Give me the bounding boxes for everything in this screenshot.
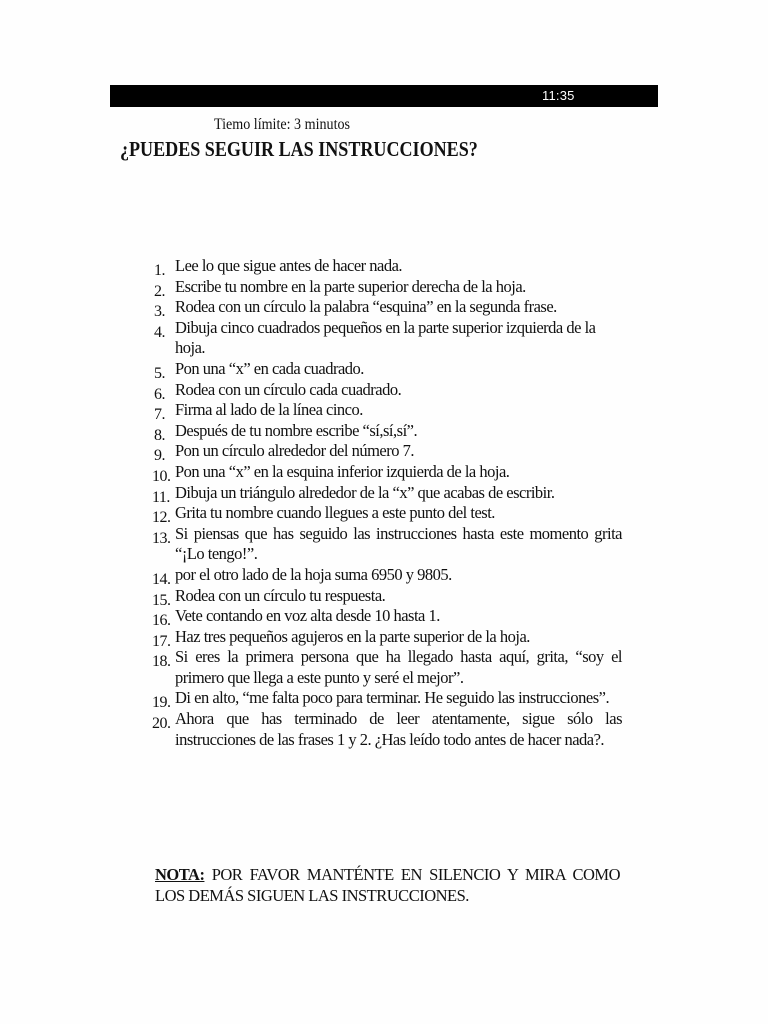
instruction-number: 20.: [152, 715, 171, 733]
status-clock: 11:35: [542, 88, 575, 103]
instruction-text: Dibuja un triángulo alrededor de la “x” que acabas de escribir.: [175, 482, 555, 502]
instruction-text: Rodea con un círculo la palabra “esquina” en la segunda frase.: [175, 297, 557, 317]
instruction-number: 7.: [154, 406, 165, 424]
instruction-item-14: [152, 565, 622, 586]
instruction-text: por el otro lado de la hoja suma 6950 y 9805.: [175, 564, 452, 584]
instruction-number: 11.: [152, 488, 170, 506]
instruction-number: 6.: [154, 385, 165, 403]
instruction-text: Si eres la primera persona que ha llegado hasta aquí, grita, “soy el primero que llega a este punto y seré el mejor”.: [175, 647, 622, 687]
instruction-item-12: [152, 503, 622, 527]
instruction-item-20: [152, 709, 622, 750]
instruction-item-8: [152, 421, 622, 442]
instruction-item-10: [152, 462, 622, 483]
instruction-text: Pon una “x” en la esquina inferior izquierda de la hoja.: [175, 461, 510, 481]
instruction-item-18: [152, 647, 622, 688]
instruction-number: 4.: [154, 323, 165, 341]
instruction-number: 13.: [152, 529, 171, 547]
note-text: POR FAVOR MANTÉNTE EN SILENCIO Y MIRA COMO LOS DEMÁS SIGUEN LAS INSTRUCCIONES.: [155, 865, 620, 905]
page-title: ¿PUEDES SEGUIR LAS INSTRUCCIONES?: [120, 137, 478, 161]
instruction-item-9: [152, 441, 622, 465]
instruction-number: 3.: [154, 303, 165, 321]
instruction-item-17: [152, 627, 622, 648]
instruction-text: Dibuja cinco cuadrados pequeños en la parte superior izquierda de la hoja.: [175, 317, 596, 358]
instruction-item-1: [152, 256, 622, 277]
instruction-text: Si piensas que has seguido las instrucciones hasta este momento grita “¡Lo tengo!”.: [175, 523, 622, 564]
instruction-list: [152, 256, 622, 750]
instruction-number: 14.: [152, 570, 171, 588]
instruction-text: Di en alto, “me falta poco para terminar. He seguido las instrucciones”.: [175, 688, 610, 708]
time-limit-text: Tiemo límite: 3 minutos: [214, 116, 351, 133]
instruction-item-11: [152, 483, 622, 504]
instruction-item-19: [152, 688, 622, 712]
instruction-number: 19.: [152, 694, 171, 712]
instruction-item-2: [152, 277, 622, 298]
instruction-text: Lee lo que sigue antes de hacer nada.: [175, 256, 403, 275]
instruction-text: Rodea con un círculo tu respuesta.: [175, 585, 386, 605]
instruction-number: 8.: [154, 426, 165, 444]
instruction-item-4: [152, 318, 622, 359]
instruction-number: 16.: [152, 612, 171, 630]
instruction-number: 10.: [152, 467, 171, 485]
note-paragraph: [155, 864, 620, 906]
instruction-item-15: [152, 586, 622, 607]
instruction-item-7: [152, 400, 622, 424]
status-bar: [110, 85, 658, 107]
instruction-number: 5.: [154, 364, 165, 382]
instruction-number: 12.: [152, 509, 171, 527]
instruction-text: Vete contando en voz alta desde 10 hasta 1.: [175, 606, 440, 626]
instruction-text: Grita tu nombre cuando llegues a este punto del test.: [175, 503, 495, 523]
instruction-text: Escribe tu nombre en la parte superior derecha de la hoja.: [175, 276, 526, 296]
instruction-number: 1.: [154, 262, 165, 279]
instruction-number: 9.: [154, 447, 165, 465]
instruction-text: Pon una “x” en cada cuadrado.: [175, 358, 364, 378]
instruction-text: Firma al lado de la línea cinco.: [175, 400, 363, 420]
instruction-number: 2.: [154, 282, 165, 300]
instruction-item-13: [152, 524, 622, 565]
instruction-number: 17.: [152, 632, 171, 650]
note-label: NOTA:: [155, 865, 205, 884]
instruction-text: Rodea con un círculo cada cuadrado.: [175, 379, 402, 399]
instruction-number: 15.: [152, 591, 171, 609]
instruction-text: Pon un círculo alrededor del número 7.: [175, 441, 414, 461]
instruction-text: Después de tu nombre escribe “sí,sí,sí”.: [175, 420, 418, 440]
instruction-item-3: [152, 297, 622, 321]
instruction-item-16: [152, 606, 622, 630]
instruction-text: Ahora que has terminado de leer atentamente, sigue sólo las instrucciones de las frases 1 y 2. ¿Has leído todo antes de hacer nada?.: [175, 709, 622, 749]
instruction-item-6: [152, 380, 622, 401]
instruction-number: 18.: [152, 653, 171, 671]
instruction-text: Haz tres pequeños agujeros en la parte superior de la hoja.: [175, 626, 530, 646]
instruction-item-5: [152, 359, 622, 380]
